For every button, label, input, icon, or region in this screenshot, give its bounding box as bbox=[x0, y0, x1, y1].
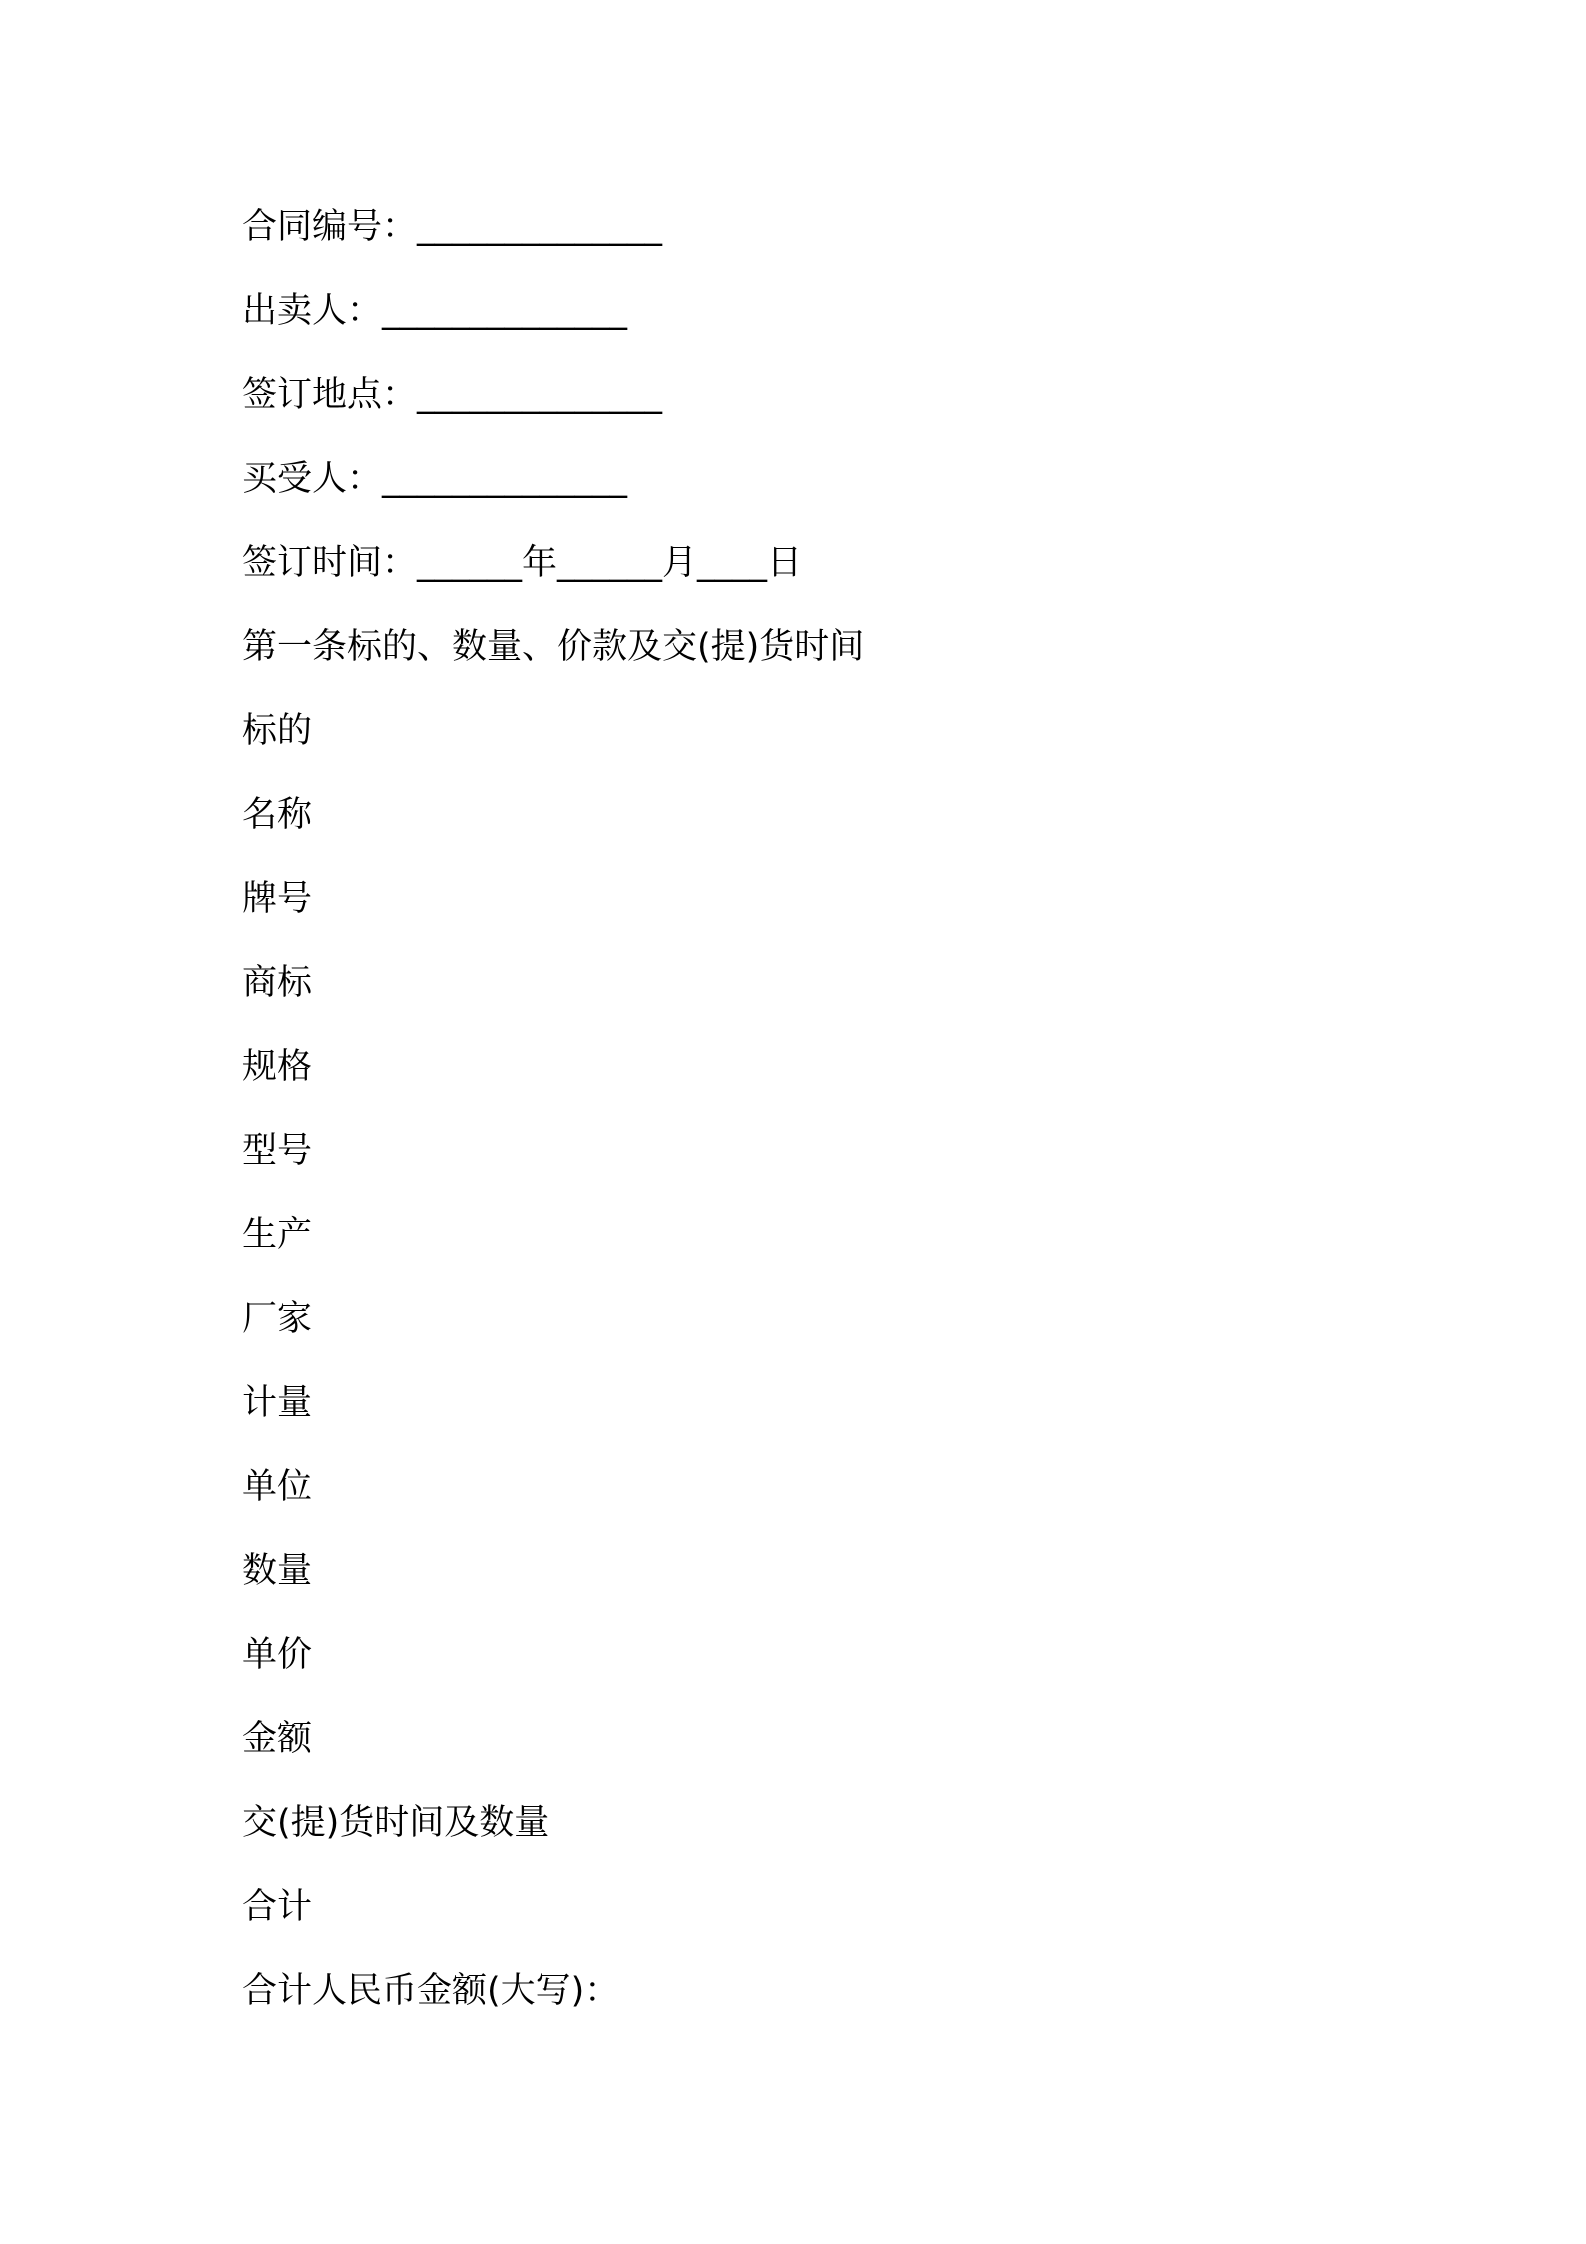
article-item bbox=[242, 783, 1442, 867]
article-item-text: 厂家 bbox=[242, 1299, 313, 1339]
article-item-text: 计量 bbox=[242, 1383, 313, 1423]
article-item-text: 生产 bbox=[242, 1215, 313, 1255]
article-item-text: 金额 bbox=[242, 1719, 313, 1759]
article-item bbox=[242, 1791, 1442, 1875]
article-item bbox=[242, 1875, 1442, 1959]
article-item bbox=[242, 951, 1442, 1035]
sign-place-text: 签订地点：______________ bbox=[242, 375, 663, 415]
article-item bbox=[242, 1287, 1442, 1371]
article-item bbox=[242, 1623, 1442, 1707]
sign-place-line bbox=[242, 363, 1442, 447]
article-item bbox=[242, 1371, 1442, 1455]
article-item-text: 型号 bbox=[242, 1131, 313, 1171]
contract-number-text: 合同编号：______________ bbox=[242, 207, 663, 247]
article-item bbox=[242, 1707, 1442, 1791]
buyer-line bbox=[242, 447, 1442, 531]
contract-number-line bbox=[242, 195, 1442, 279]
article-item-text: 单位 bbox=[242, 1467, 313, 1507]
article-item-text: 合计 bbox=[242, 1887, 313, 1927]
seller-text: 出卖人：______________ bbox=[242, 291, 628, 331]
article-item-text: 牌号 bbox=[242, 879, 313, 919]
article-item-text: 规格 bbox=[242, 1047, 313, 1087]
article-item bbox=[242, 1959, 1442, 2043]
article-one-title bbox=[242, 615, 1442, 699]
article-item bbox=[242, 699, 1442, 783]
article-item bbox=[242, 867, 1442, 951]
article-item-text: 单价 bbox=[242, 1635, 313, 1675]
article-item-text: 交(提)货时间及数量 bbox=[242, 1803, 550, 1843]
article-item-text: 名称 bbox=[242, 795, 313, 835]
article-item bbox=[242, 1539, 1442, 1623]
article-one-title-text: 第一条标的、数量、价款及交(提)货时间 bbox=[242, 627, 865, 667]
seller-line bbox=[242, 279, 1442, 363]
article-item-text: 商标 bbox=[242, 963, 313, 1003]
sign-time-line bbox=[242, 531, 1442, 615]
buyer-text: 买受人：______________ bbox=[242, 459, 628, 499]
article-item bbox=[242, 1035, 1442, 1119]
article-item-text: 数量 bbox=[242, 1551, 313, 1591]
article-item bbox=[242, 1203, 1442, 1287]
article-item bbox=[242, 1119, 1442, 1203]
article-item bbox=[242, 1455, 1442, 1539]
sign-time-text: 签订时间：______年______月____日 bbox=[242, 543, 803, 583]
article-item-text: 合计人民币金额(大写)： bbox=[242, 1971, 620, 2011]
article-item-text: 标的 bbox=[242, 711, 313, 751]
document-body bbox=[242, 195, 1442, 2043]
